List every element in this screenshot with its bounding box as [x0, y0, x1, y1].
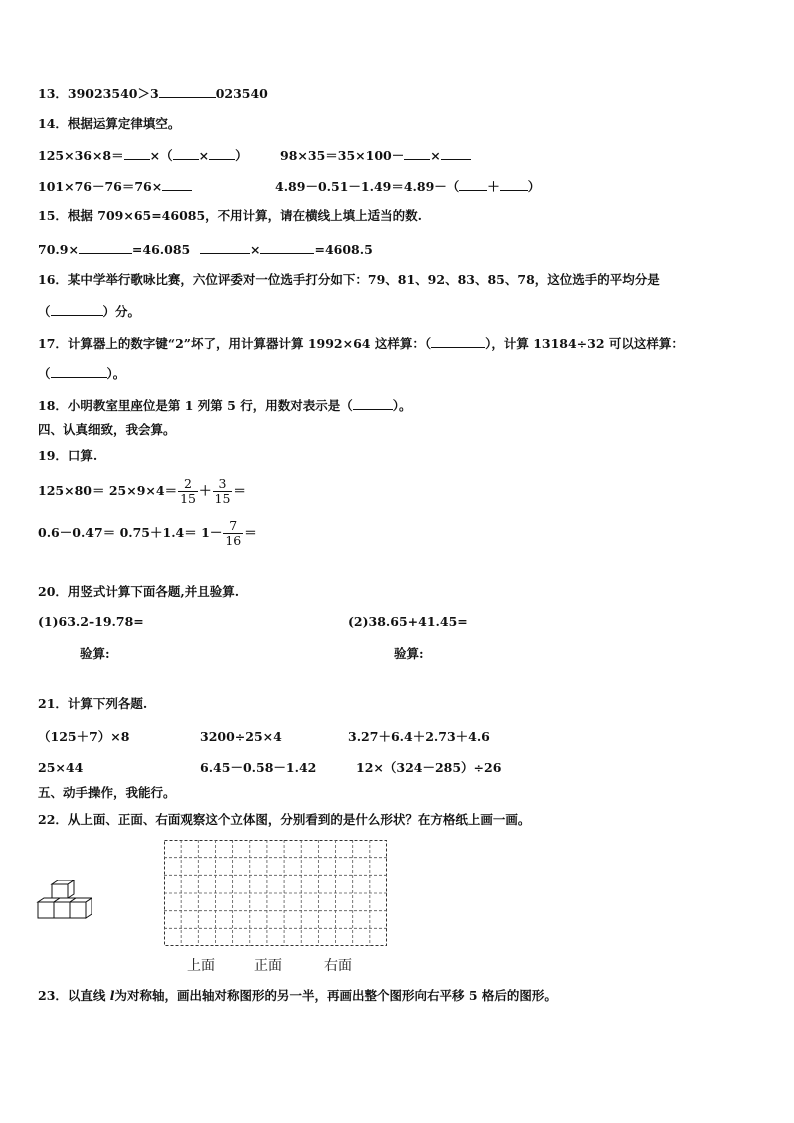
q17-l1a: 17．计算器上的数字键“2”坏了，用计算器计算 1992×64 这样算：（	[38, 336, 432, 351]
q21-calc-1: （125＋7）×8	[38, 729, 130, 744]
section-5-heading: 五、动手操作，我能行。	[38, 785, 176, 800]
q18-b: ）。	[392, 398, 412, 413]
q14-l4b: ＋	[487, 179, 500, 194]
q14-blank-2[interactable]	[173, 146, 199, 160]
q15-blank-2[interactable]	[200, 240, 250, 254]
q14-blank-1[interactable]	[124, 146, 150, 160]
q19-r2b: 0.75＋1.4＝	[119, 525, 197, 540]
question-14-line-2a	[38, 177, 192, 195]
q14-l2a: 98×35＝35×100－	[280, 148, 405, 163]
q19-r1a: 125×80＝	[38, 483, 105, 498]
q19-r1b: 25×9×4＝	[108, 483, 178, 498]
q14-l1a: 125×36×8＝	[38, 148, 124, 163]
q17-blank-1[interactable]	[431, 334, 485, 348]
frac-num: 3	[218, 476, 227, 491]
q21-calc-4: 25×44	[38, 760, 84, 775]
frac-den: 15	[214, 491, 231, 506]
q14-blank-4[interactable]	[404, 146, 430, 160]
q14-l1c: ×	[198, 148, 210, 163]
q15-blank-1[interactable]	[79, 240, 132, 254]
q13-text-b: 023540	[215, 86, 268, 101]
question-20-title: 20．用竖式计算下面各题,并且验算.	[38, 584, 240, 599]
q19-r2a: 0.6－0.47＝	[38, 525, 116, 540]
graph-paper-grid[interactable]	[164, 840, 387, 946]
q14-blank-3[interactable]	[209, 146, 235, 160]
frac-den: 16	[225, 533, 242, 548]
q19-eq-2: ＝	[244, 525, 257, 540]
q17-l2a: （	[38, 366, 51, 381]
question-13	[38, 84, 268, 102]
q21-calc-3: 3.27＋6.4＋2.73＋4.6	[348, 729, 490, 744]
q14-blank-6[interactable]	[162, 177, 192, 191]
q19-r2c: 1－	[201, 525, 223, 540]
q14-l1b: ×（	[149, 148, 173, 163]
q14-l1d: ）	[235, 148, 248, 163]
question-14-line-2b	[275, 177, 540, 195]
q17-l2b: ）。	[106, 366, 126, 381]
q14-blank-8[interactable]	[500, 177, 528, 191]
cube-stack-figure	[36, 880, 92, 920]
q14-l4c: ）	[527, 179, 541, 194]
question-14-line-1b	[280, 146, 471, 164]
q14-blank-7[interactable]	[459, 177, 487, 191]
question-23	[38, 988, 557, 1004]
section-4-heading: 四、认真细致，我会算。	[38, 422, 176, 437]
q18-blank[interactable]	[353, 396, 393, 410]
question-17-line-1	[38, 334, 684, 352]
frac-num: 2	[184, 476, 192, 491]
fraction-2-15	[178, 477, 198, 506]
q15-b2: =4608.5	[314, 242, 373, 257]
frac-num: 7	[229, 518, 238, 533]
q16-l2b: ）分。	[102, 304, 141, 319]
question-15-line-b	[200, 240, 373, 258]
q15-b1: ×	[250, 242, 261, 257]
q16-l2a: （	[38, 304, 51, 319]
q21-calc-6: 12×（324－285）÷26	[356, 760, 502, 775]
q13-blank[interactable]	[159, 84, 216, 98]
q23-b: 为对称轴，画出轴对称图形的另一半，再画出整个图形向右平移 5 格后的图形。	[114, 988, 557, 1003]
question-19-row-1	[38, 474, 246, 508]
question-21-title: 21．计算下列各题.	[38, 696, 148, 711]
fraction-3-15	[213, 477, 233, 506]
q21-calc-2: 3200÷25×4	[200, 729, 282, 744]
q15-a2: =46.085	[131, 242, 191, 257]
q23-line-l: l	[109, 988, 115, 1003]
question-22-title: 22．从上面、正面、右面观察这个立体图，分别看到的是什么形状？在方格纸上画一画。	[38, 812, 531, 827]
view-label-front: 正面	[254, 958, 282, 974]
q14-l2b: ×	[430, 148, 441, 163]
q20-problem-1: (1)63.2-19.78=	[38, 614, 144, 629]
q17-l1b: ），计算 13184÷32 可以这样算：	[485, 336, 684, 351]
q23-a: 23．以直线	[38, 988, 110, 1003]
q16-blank[interactable]	[51, 302, 103, 316]
q19-eq: ＝	[233, 483, 246, 498]
q13-text-a: 13．39023540＞3	[38, 86, 159, 101]
fraction-7-16	[223, 519, 243, 548]
question-19-row-2	[38, 516, 257, 550]
view-label-right: 右面	[324, 958, 352, 974]
question-16-line-2	[38, 302, 140, 320]
question-18	[38, 396, 411, 414]
q17-blank-2[interactable]	[51, 364, 107, 378]
q14-l4a: 4.89－0.51－1.49＝4.89－（	[275, 179, 460, 194]
q20-check-1: 验算:	[80, 646, 110, 661]
q15-a1: 70.9×	[38, 242, 79, 257]
q20-check-2: 验算:	[394, 646, 424, 661]
q21-calc-5: 6.45－0.58－1.42	[200, 760, 317, 775]
q14-l3a: 101×76－76＝76×	[38, 179, 163, 194]
q18-a: 18．小明教室里座位是第 1 列第 5 行，用数对表示是（	[38, 398, 353, 413]
question-14-line-1a	[38, 146, 248, 164]
q14-blank-5[interactable]	[441, 146, 471, 160]
view-label-top: 上面	[187, 958, 215, 974]
q19-plus: ＋	[198, 483, 212, 498]
question-17-line-2	[38, 364, 125, 382]
question-19-title: 19．口算.	[38, 448, 98, 463]
question-16-line-1: 16．某中学举行歌咏比赛，六位评委对一位选手打分如下：79、81、92、83、85、78，这位选手的平均分是	[38, 272, 660, 287]
frac-den: 15	[180, 491, 196, 506]
question-15-line-a	[38, 240, 190, 258]
question-14-title: 14．根据运算定律填空。	[38, 116, 181, 131]
q20-problem-2: (2)38.65+41.45=	[348, 614, 468, 629]
question-15-title: 15．根据 709×65=46085，不用计算，请在横线上填上适当的数.	[38, 208, 423, 223]
q15-blank-3[interactable]	[260, 240, 314, 254]
